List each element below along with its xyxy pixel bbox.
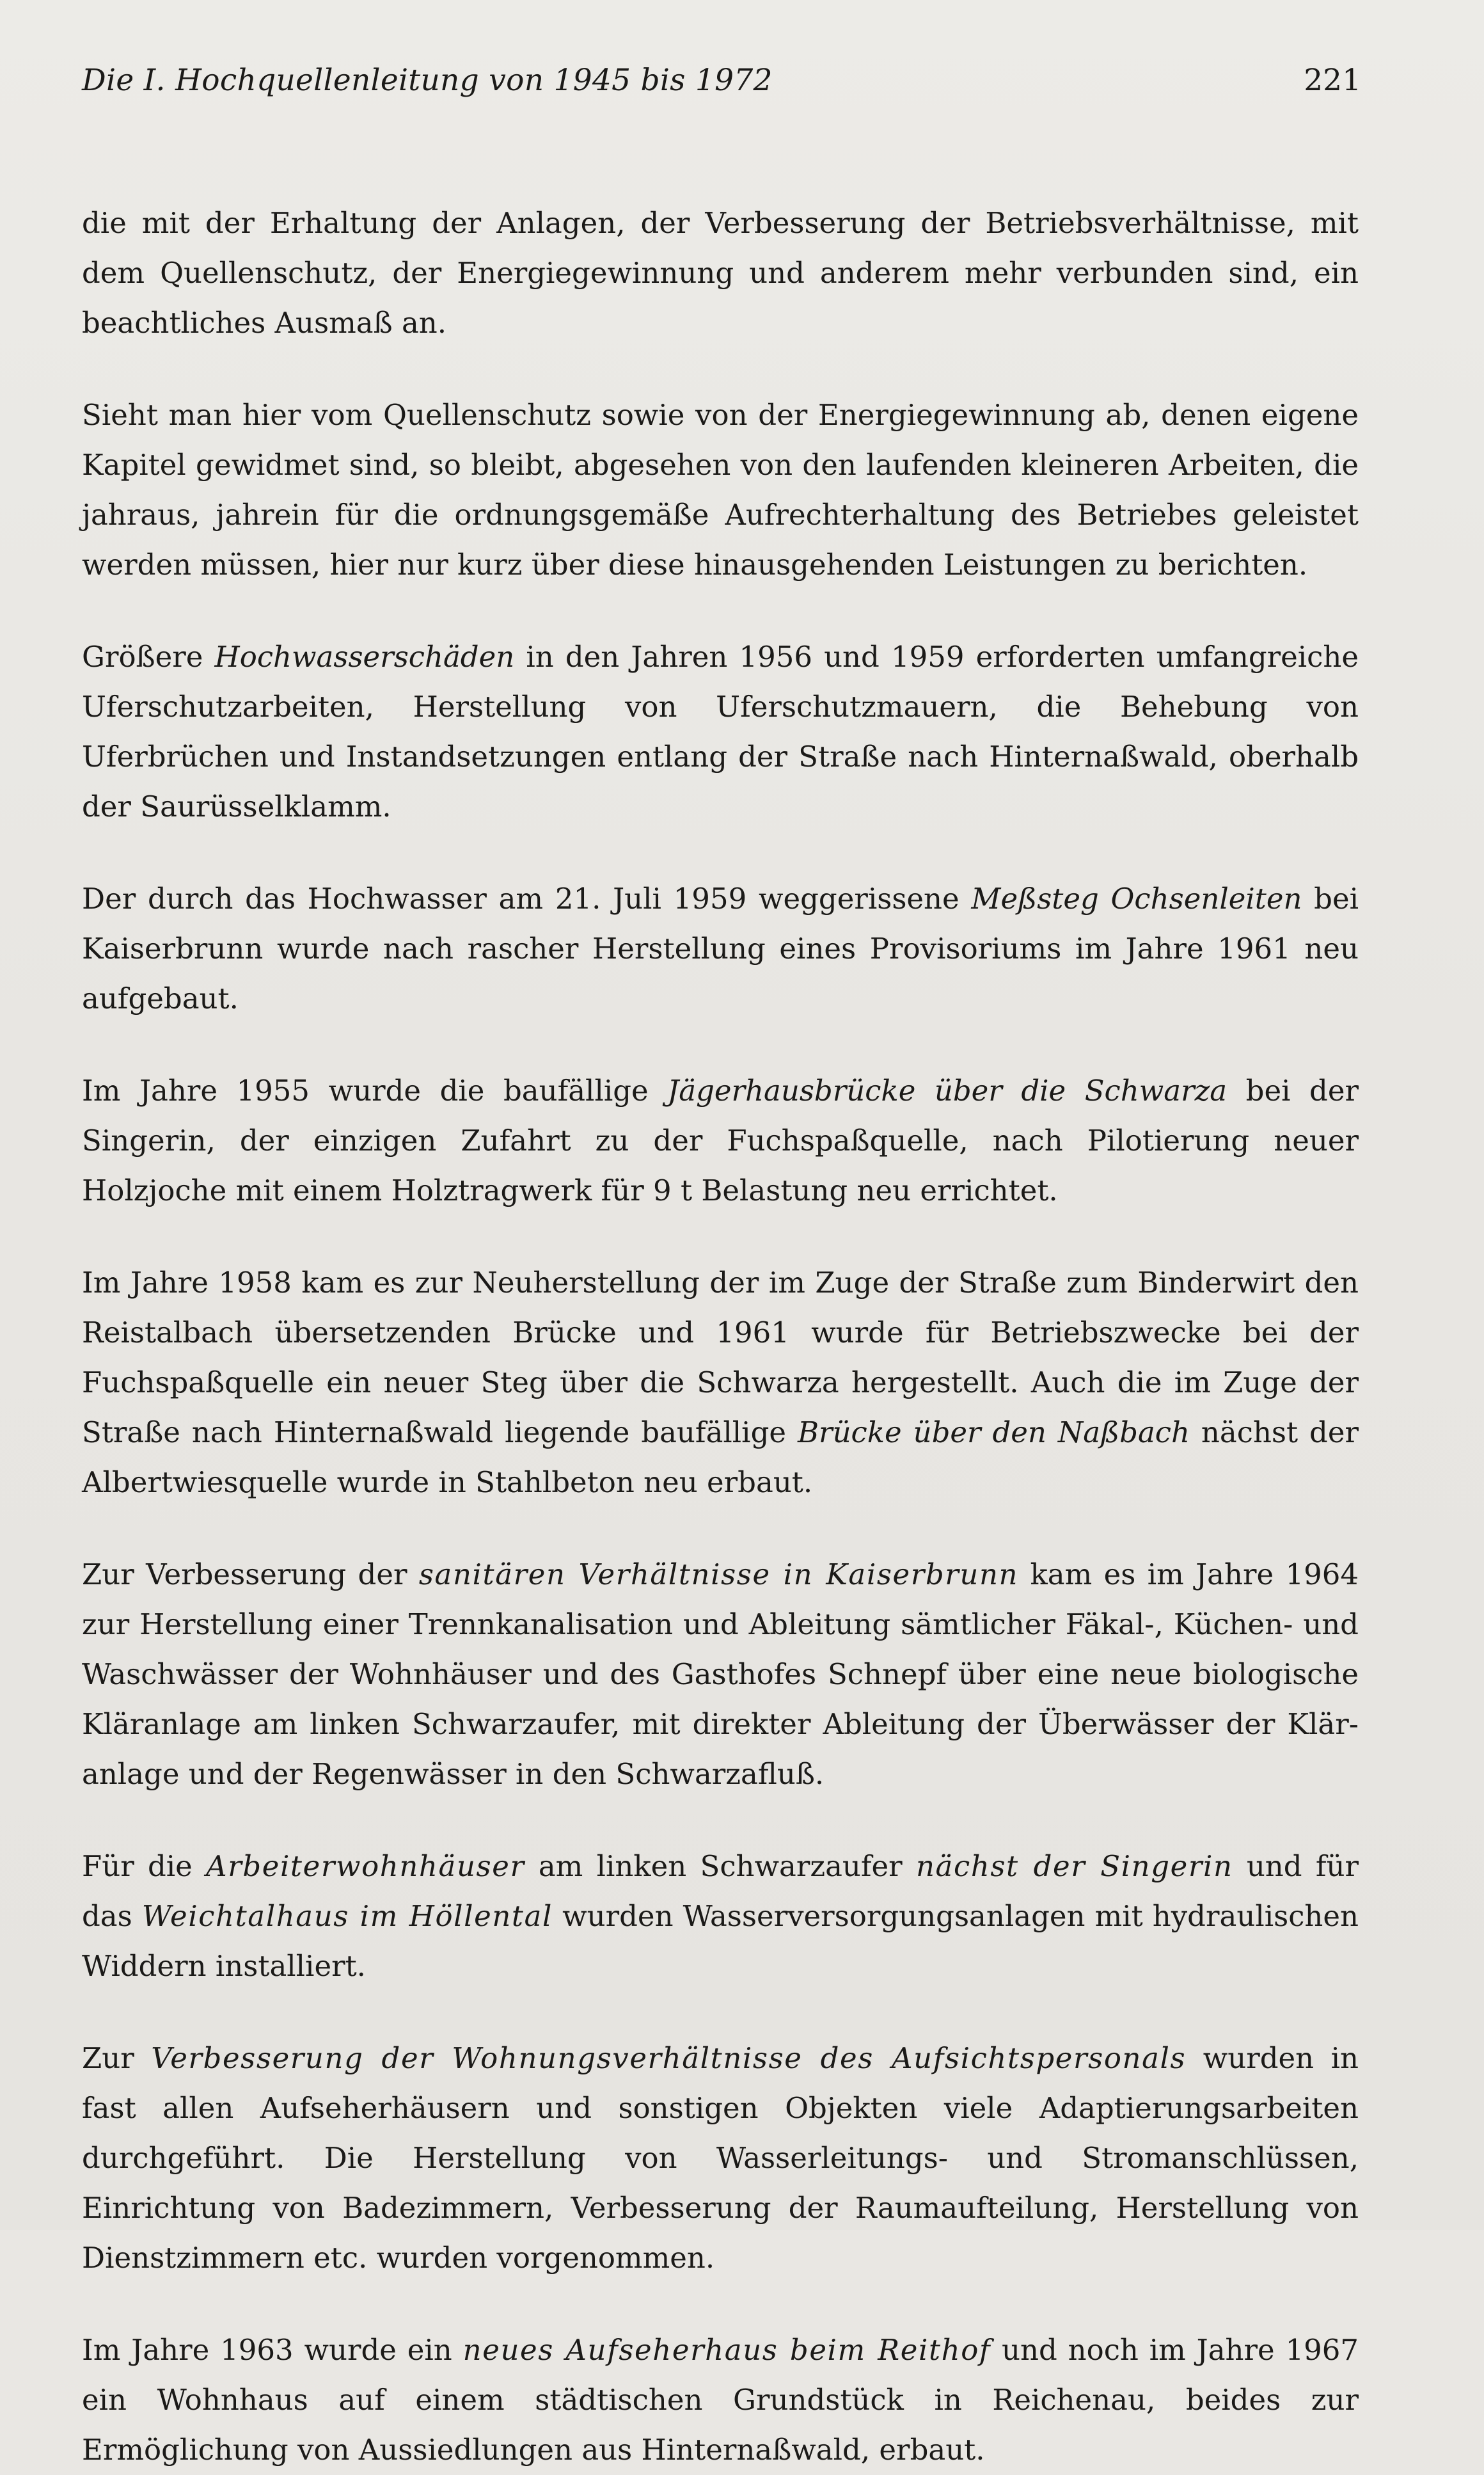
text-segment: und noch im Jahre 1967 ein Wohnhaus auf einem städtischen Grundstück in Reichenau, beides zur Ermöglichung von Aussiedlungen aus Hinternaßwald, erbaut. bbox=[82, 2333, 1359, 2467]
body-text bbox=[82, 198, 1359, 2475]
text-segment: Der durch das Hochwasser am 21. Juli 1959 weggerissene bbox=[82, 882, 972, 916]
paragraph-1 bbox=[82, 198, 1359, 348]
page-number: 221 bbox=[1304, 63, 1361, 98]
emphasized-text: Hochwasserschäden bbox=[214, 640, 515, 674]
emphasized-text: nächst der Singerin bbox=[915, 1849, 1233, 1883]
text-segment: Im Jahre 1955 wurde die baufällige bbox=[82, 1074, 668, 1108]
emphasized-text: Verbesserung der Wohnungsverhältnisse des Aufsichtspersonals bbox=[151, 2041, 1187, 2075]
running-title: Die I. Hochquellenleitung von 1945 bis 1972 bbox=[82, 63, 773, 98]
emphasized-text: neues Aufseherhaus beim Reithof bbox=[462, 2333, 991, 2367]
text-segment: nächst der Albertwiesquelle wurde in Stahlbeton neu erbaut. bbox=[82, 1415, 1359, 1499]
emphasized-text: Weichtalhaus im Höllental bbox=[141, 1899, 553, 1933]
text-segment: am linken Schwarzaufer bbox=[525, 1849, 916, 1883]
paragraph-6 bbox=[82, 1258, 1359, 1508]
text-segment: in den Jahren 1956 und 1959 erforderten umfangreiche Uferschutzarbeiten, Herstellung von Uferschutzmauern, die Behebung von Uferbrüchen und Instandsetzungen entlang der Straße nach Hinternaßwald, oberhalb der Saurüsselklamm. bbox=[82, 640, 1359, 824]
emphasized-text: Meßsteg Ochsenleiten bbox=[971, 882, 1302, 916]
text-segment: Zur bbox=[82, 2041, 152, 2075]
page-header bbox=[82, 55, 1361, 106]
paragraph-3 bbox=[82, 632, 1359, 832]
text-segment: Sieht man hier vom Quellenschutz sowie von der Energiegewinnung ab, denen eigene Kapitel gewidmet sind, so bleibt, abgesehen von den laufenden kleineren Arbeiten, die jahraus, jahrein für die ordnungsgemäße Aufrechterhaltung des Betriebes geleistet werden müssen, hier nur kurz über diese hinausgehenden Leistungen zu berichten. bbox=[82, 398, 1359, 582]
text-segment: wurden Wasserversorgungsanlagen mit hydraulischen Widdern installiert. bbox=[82, 1899, 1359, 1983]
text-segment: die mit der Erhaltung der Anlagen, der Verbesserung der Betriebsverhältnisse, mit dem Quellenschutz, der Energiegewinnung und anderem mehr verbunden sind, ein beachtliches Ausmaß an. bbox=[82, 206, 1359, 340]
text-segment: kam es im Jahre 1964 zur Herstellung einer Trennkanalisation und Ableitung sämtlicher Fäkal-, Küchen- und Waschwässer der Wohnhäuser und des Gasthofes Schnepf über eine neue biologische Kläranlage am linken Schwarzaufer, mit direkter Ableitung der Überwässer der Kläranlage und der Regenwässer in den Schwarzafluß. bbox=[82, 1557, 1359, 1791]
paragraph-2 bbox=[82, 390, 1359, 590]
text-segment: Für die bbox=[82, 1849, 207, 1883]
paragraph-9 bbox=[82, 2033, 1359, 2283]
emphasized-text: Arbeiterwohnhäuser bbox=[206, 1849, 525, 1883]
emphasized-text: Jägerhausbrücke über die Schwarza bbox=[667, 1074, 1227, 1108]
text-segment: bei Kaiserbrunn wurde nach rascher Herstellung eines Provisoriums im Jahre 1961 neu aufgebaut. bbox=[82, 882, 1359, 1015]
text-segment: Größere bbox=[82, 640, 215, 674]
emphasized-text: sanitären Verhältnisse in Kaiserbrunn bbox=[418, 1557, 1019, 1591]
paragraph-10 bbox=[82, 2325, 1359, 2475]
paragraph-5 bbox=[82, 1066, 1359, 1216]
paragraph-4 bbox=[82, 874, 1359, 1024]
text-segment: bei der Singerin, der einzigen Zufahrt zu der Fuchspaßquelle, nach Pilotierung neuer Holzjoche mit einem Holztragwerk für 9 t Belastung neu errichtet. bbox=[82, 1074, 1359, 1207]
emphasized-text: Brücke über den Naßbach bbox=[797, 1415, 1190, 1449]
text-segment: und für das bbox=[82, 1849, 1359, 1933]
text-segment: Im Jahre 1958 kam es zur Neuherstellung der im Zuge der Straße zum Binderwirt den Reistalbach übersetzenden Brücke und 1961 wurde für Betriebszwecke bei der Fuchspaßquelle ein neuer Steg über die Schwarza hergestellt. Auch die im Zuge der Straße nach Hinternaßwald liegende baufällige bbox=[82, 1266, 1359, 1449]
paragraph-8 bbox=[82, 1842, 1359, 1991]
text-segment: Im Jahre 1963 wurde ein bbox=[82, 2333, 463, 2367]
paragraph-7 bbox=[82, 1550, 1359, 1799]
text-segment: Zur Verbesserung der bbox=[82, 1557, 419, 1591]
text-segment: wurden in fast allen Aufseherhäusern und sonstigen Objekten viele Adaptierungsarbeiten durchgeführt. Die Herstellung von Wasserleitungs- und Stromanschlüssen, Einrichtung von Badezimmern, Verbesserung der Raumaufteilung, Herstellung von Dienstzimmern etc. wurden vorgenommen. bbox=[82, 2041, 1359, 2275]
